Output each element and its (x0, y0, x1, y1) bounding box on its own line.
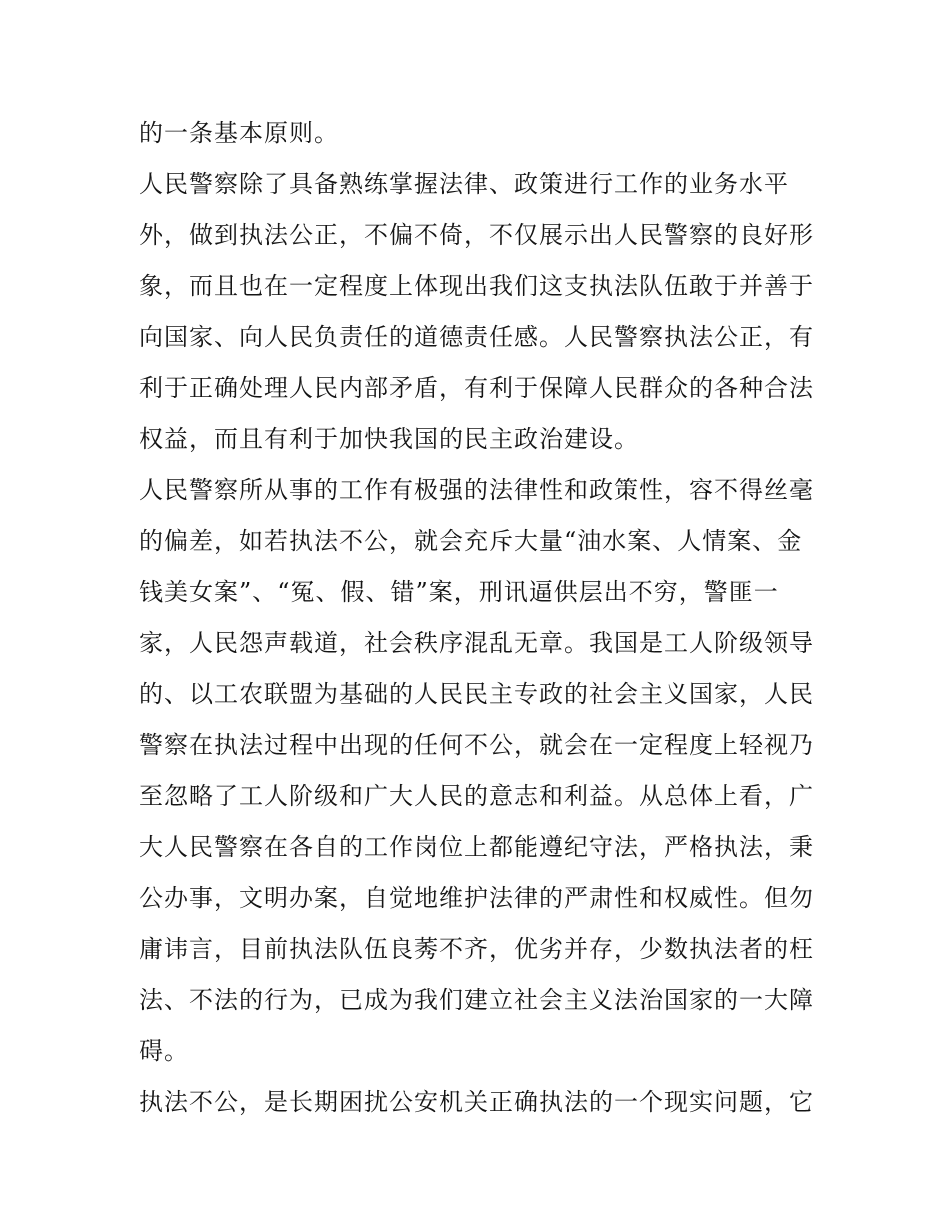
text-line: 向国家、向人民负责任的道德责任感。人民警察执法公正，有 (139, 323, 814, 351)
text-line: 的偏差，如若执法不公，就会充斥大量“油水案、人情案、金 (139, 527, 803, 555)
text-line: 家，人民怨声载道，社会秩序混乱无章。我国是工人阶级领导 (139, 629, 814, 657)
text-line: 钱美女案”、“冤、假、错”案，刑讯逼供层出不穷，警匪一 (139, 578, 779, 606)
text-line: 碍。 (139, 1037, 189, 1065)
body-text (139, 108, 819, 1128)
text-line: 公办事，文明办案，自觉地维护法律的严肃性和权威性。但勿 (139, 884, 814, 912)
text-line: 人民警察除了具备熟练掌握法律、政策进行工作的业务水平 (139, 170, 789, 198)
text-line: 人民警察所从事的工作有极强的法律性和政策性，容不得丝毫 (139, 476, 814, 504)
text-line: 执法不公，是长期困扰公安机关正确执法的一个现实问题，它 (139, 1088, 814, 1116)
text-line: 大人民警察在各自的工作岗位上都能遵纪守法，严格执法，秉 (139, 833, 814, 861)
text-line: 利于正确处理人民内部矛盾，有利于保障人民群众的各种合法 (139, 374, 814, 402)
text-line: 的一条基本原则。 (139, 119, 339, 147)
text-line: 象，而且也在一定程度上体现出我们这支执法队伍敢于并善于 (139, 272, 814, 300)
text-line: 的、以工农联盟为基础的人民民主专政的社会主义国家，人民 (139, 680, 814, 708)
text-line: 权益，而且有利于加快我国的民主政治建设。 (139, 425, 639, 453)
text-line: 法、不法的行为，已成为我们建立社会主义法治国家的一大障 (139, 986, 814, 1014)
text-line: 庸讳言，目前执法队伍良莠不齐，优劣并存，少数执法者的枉 (139, 935, 814, 963)
text-line: 外，做到执法公正，不偏不倚，不仅展示出人民警察的良好形 (139, 221, 814, 249)
text-line: 警察在执法过程中出现的任何不公，就会在一定程度上轻视乃 (139, 731, 814, 759)
text-line: 至忽略了工人阶级和广大人民的意志和利益。从总体上看，广 (139, 782, 814, 810)
